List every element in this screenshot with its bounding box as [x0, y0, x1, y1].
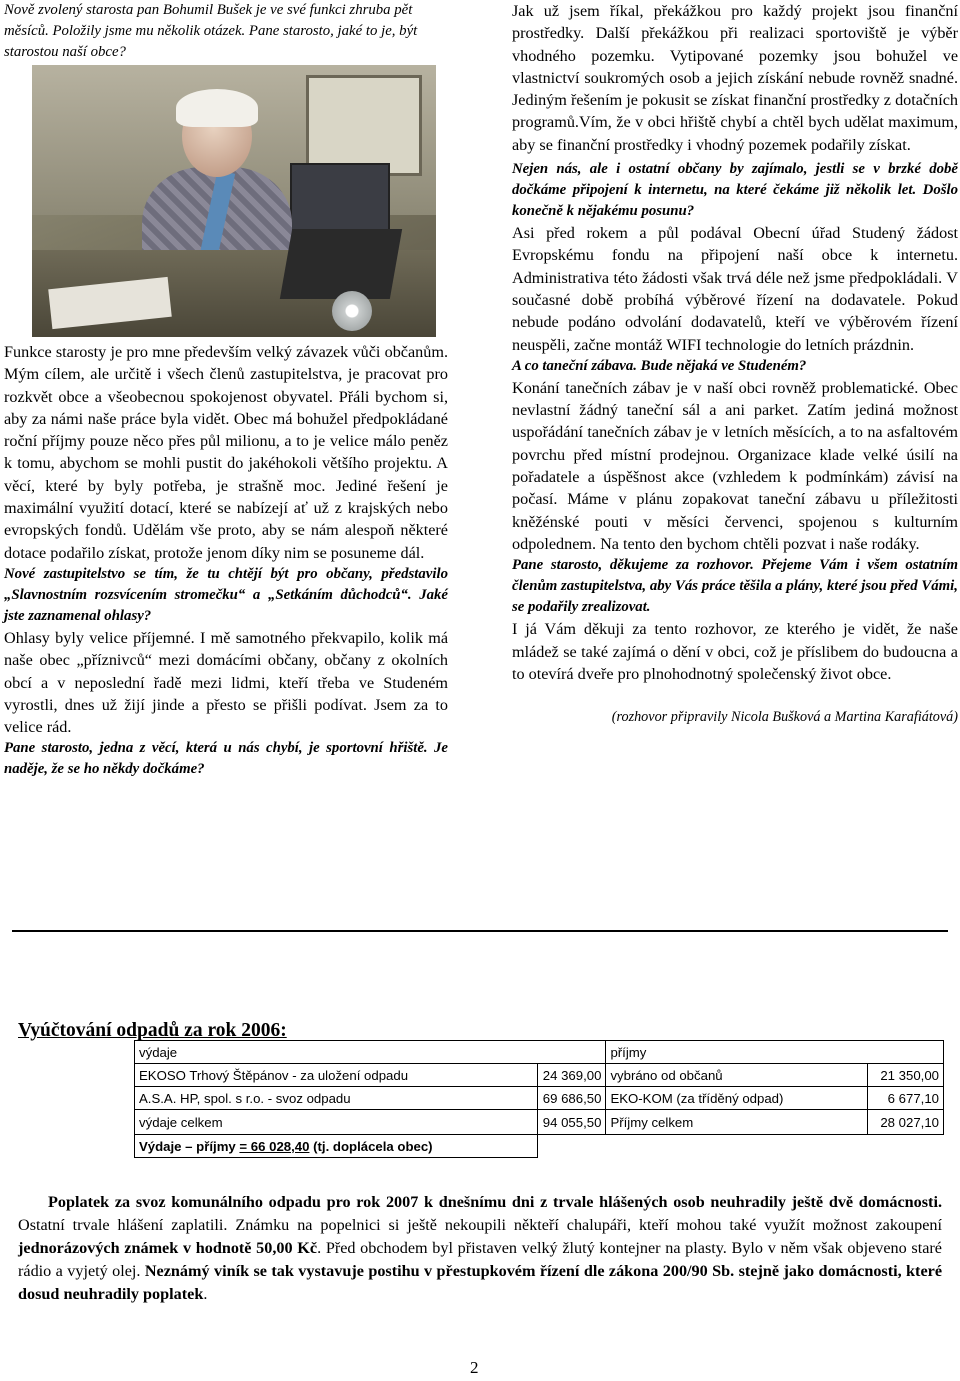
- answer-3: Jak už jsem říkal, překážkou pro každý projekt jsou finanční prostředky. Další překážkou při realizaci sportoviště je výběr vhodného pozemku. Vytipované pozemky jsou bohužel ve vlastnictví soukromých osob a jejich získání nebude rovněž snadné. Jediným řešením je pokusit se získat finanční prostředky z dotačních programů.Vím, že v obci hřiště chybí a chtěl bych udělat maximum, aby se finanční prostředky i vhodný pozemek podařily získat.: [512, 2, 958, 154]
- interview-credit: (rozhovor připravily Nicola Bušková a Martina Karafiátová): [611, 709, 958, 726]
- table-balance-row: [135, 1135, 944, 1158]
- income-value: 6 677,10: [868, 1087, 944, 1110]
- waste-fee-notice: Poplatek za svoz komunálního odpadu pro rok 2007 k dnešnímu dni z trvale hlášených osob neuhradily ještě dvě domácnosti. Ostatní trvale hlášení zaplatili. Známku na popelnici si ještě nekoupili někteří chalupáři, kteří mohou také využít možnost zakoupení jednorázových známek v hodnotě 50,00 Kč. Před obchodem byl přistaven velký žlutý kontejner na plasty. Bylo v něm však objeveno staré rádio a vyjetý olej. Neznámý viník se tak vystavuje postihu v přestupkovém řízení dle zákona 200/90 Sb. stejně jako domácnosti, které dosud neuhradily poplatek.: [18, 1193, 942, 1303]
- question-5: A co taneční zábava. Bude nějaká ve Studeném?: [512, 357, 807, 374]
- waste-accounting-table: [134, 1040, 944, 1158]
- mayor-photo: [32, 65, 436, 337]
- expense-value: 69 686,50: [538, 1087, 606, 1110]
- question-4: Nejen nás, ale i ostatní občany by zajímalo, jestli se v brzké době dočkáme připojení k internetu, na které čekáme již několik let. Došlo konečně k nějakému posunu?: [512, 161, 958, 220]
- table-row: [135, 1064, 944, 1087]
- balance-cell: Výdaje – příjmy = 66 028,40 (tj. doplácela obec): [135, 1135, 538, 1158]
- income-total-value: 28 027,10: [868, 1110, 944, 1135]
- expense-value: 24 369,00: [538, 1064, 606, 1087]
- interview-intro: Nově zvolený starosta pan Bohumil Bušek je ve své funkci zhruba pět měsíců. Položily jsme mu několik otázek. Pane starosto, jaké to je, být starostou naší obce?: [4, 2, 418, 60]
- table-header-row: [135, 1041, 944, 1064]
- income-total-label: Příjmy celkem: [606, 1110, 868, 1135]
- question-3: Pane starosto, jedna z věcí, která u nás chybí, je sportovní hřiště. Je naděje, že se ho někdy dočkáme?: [4, 740, 448, 778]
- expense-total-label: výdaje celkem: [135, 1110, 538, 1135]
- laptop-graphic: [280, 229, 402, 299]
- right-column: [512, 0, 958, 727]
- expense-label: EKOSO Trhový Štěpánov - za uložení odpadu: [135, 1064, 538, 1087]
- closing-answer: I já Vám děkuji za tento rozhovor, ze kterého je vidět, že naše mládež se také zajímá o dění v obci, což je příslibem do budoucna a to otevírá dveře pro plnohodnotný společenský život obce.: [512, 620, 958, 683]
- income-label: EKO-KOM (za tříděný odpad): [606, 1087, 868, 1110]
- income-label: vybráno od občanů: [606, 1064, 868, 1087]
- table-row: [135, 1087, 944, 1110]
- closing-question: Pane starosto, děkujeme za rozhovor. Přejeme Vám i všem ostatním členům zastupitelstva, aby Vás práce těšila a plány, které jsou před Vámi, se podařily zrealizovat.: [512, 557, 958, 616]
- section-divider: [12, 930, 948, 932]
- answer-2: Ohlasy byly velice příjemné. I mě samotného překvapilo, kolik má naše obec „příznivců“ mezi domácími občany, občany z okolních obcí a v neposlední řadě mezi lidmi, kteří třeba ve Studeném vyrostli, dnes už žijí jinde a přesto se přišli podívat. Jsem za to velice rád.: [4, 628, 448, 737]
- income-value: 21 350,00: [868, 1064, 944, 1087]
- left-column: [4, 0, 448, 780]
- cd-graphic: [332, 291, 372, 331]
- expenses-header: výdaje: [135, 1041, 606, 1064]
- expense-label: A.S.A. HP, spol. s r.o. - svoz odpadu: [135, 1087, 538, 1110]
- income-header: příjmy: [606, 1041, 944, 1064]
- question-2: Nové zastupitelstvo se tím, že tu chtějí být pro občany, představilo „Slavnostním rozsvícením stromečku“ a „Setkáním důchodců“. Jaké jste zaznamenal ohlasy?: [4, 565, 448, 624]
- table-totals-row: [135, 1110, 944, 1135]
- answer-5: Konání tanečních zábav je v naší obci rovněž problematické. Obec nevlastní žádný taneční sál a ani parket. Zatím jediná možnost uspořádání tanečních zábav je v letních měsících, a to na asfaltovém povrchu před místní prodejnou. Organizace klade velké úsilí na pořadatele a úspěšnost akce (vzhledem k podmínkám) závisí na počasí. Máme v plánu zopakovat taneční zábavu u příležitosti kněžénské pouti v měsíci červenci, spojenou s kulturním odpolednem. Na tento den bychom chtěli pozvat i naše rodáky.: [512, 378, 958, 553]
- page-number: 2: [470, 1358, 479, 1377]
- balance-amount: = 66 028,40: [239, 1138, 310, 1154]
- answer-4: Asi před rokem a půl podával Obecní úřad Studený žádost Evropskému fondu na připojení naší obce k internetu. Administrativa této žádosti však trvá déle než jsme předpokládali. V současné době probíhá výběrové řízení na dodavatele. Pokud nebude podáno odvolání dodavatelů, kteří ve výběrovém řízení neuspěli, začne montáž WIFI technologie do letních prázdnin.: [512, 224, 958, 354]
- waste-section-title: Vyúčtování odpadů za rok 2006:: [18, 1020, 287, 1041]
- answer-1: Funkce starosty je pro mne především velký závazek vůči občanům. Mým cílem, ale určitě i všech členů zastupitelstva, je pracovat pro rozkvět obce a všeobecnou spokojenost obyvatel. Přáli bychom si, aby za námi naše práce byla vidět. Obec má bohužel předpokládané roční příjmy pouze něco přes půl milionu, a to je velice málo peněz k tomu, abychom se mohli pustit do jakéhokoli většího projektu. A věcí, které by byly potřeba, je strašně moc. Jediné řešení je maximální využití dotací, které se nabízejí ať už z krajských nebo evropských fondů. Udělám vše proto, aby se nám alespoň některé dotace podařilo získat, protože jenom díky nim se posuneme dál.: [4, 343, 448, 562]
- monitor-graphic: [290, 163, 390, 237]
- expense-total-value: 94 055,50: [538, 1110, 606, 1135]
